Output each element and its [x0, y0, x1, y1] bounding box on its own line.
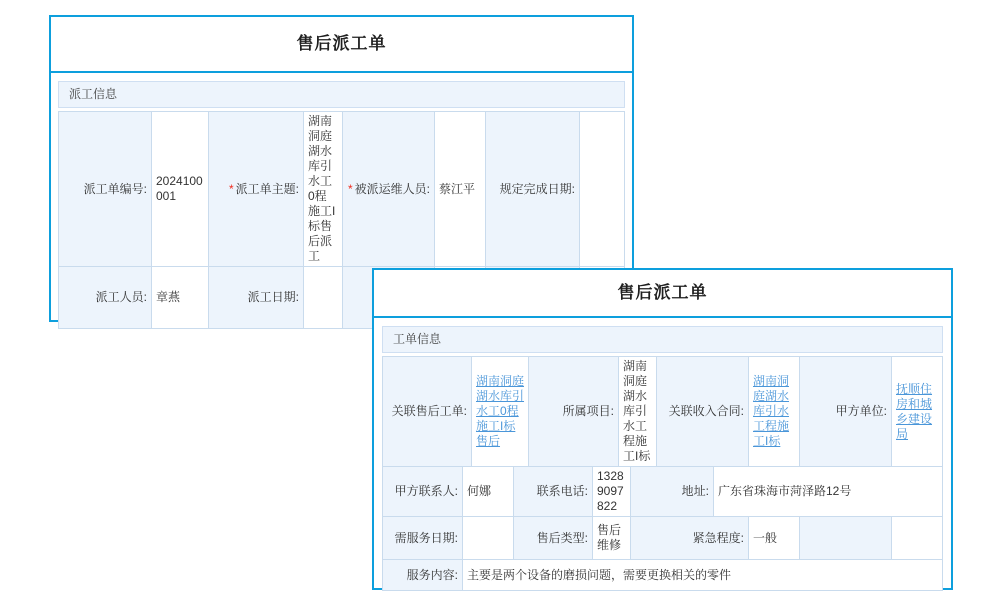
empty-label-cell [800, 517, 892, 559]
subject-value: 湖南洞庭湖水库引水工0程施工I标售后派工 [304, 112, 343, 266]
work-order-info-table [382, 356, 943, 591]
dispatch-date-value [304, 267, 343, 328]
address-label: 地址: [631, 467, 714, 516]
service-type-label: 售后类型: [514, 517, 593, 559]
service-content-label: 服务内容: [383, 560, 463, 590]
dispatch-no-value: 2024100001 [152, 112, 209, 266]
dispatch-no-label: 派工单编号: [59, 112, 152, 266]
contact-label: 甲方联系人: [383, 467, 463, 516]
dispatcher-value: 章燕 [152, 267, 209, 328]
subject-label-text: 派工单主题: [235, 181, 299, 196]
phone-label: 联系电话: [514, 467, 593, 516]
project-value: 湖南洞庭湖水库引水工程施工I标 [619, 357, 657, 466]
section-header-dispatch-info: 派工信息 [58, 81, 625, 108]
party-a-link[interactable]: 抚顺住房和城乡建设局 [896, 381, 933, 441]
required-asterisk: * [347, 181, 353, 196]
party-a-label: 甲方单位: [800, 357, 892, 466]
service-type-value: 售后维修 [593, 517, 631, 559]
related-order-cell [472, 357, 529, 466]
required-asterisk: * [228, 181, 234, 196]
dispatch-order-window-front [372, 268, 953, 590]
service-content-value: 主要是两个设备的磨损问题，需要更换相关的零件 [463, 560, 942, 590]
dispatcher-label: 派工人员: [59, 267, 152, 328]
subject-label [209, 112, 304, 266]
table-row [383, 466, 942, 516]
service-date-value [463, 517, 514, 559]
related-order-link[interactable]: 湖南洞庭湖水库引水工0程施工I标售后 [476, 374, 525, 448]
assignee-label-text: 被派运维人员: [354, 181, 430, 196]
page-title: 售后派工单 [374, 270, 951, 318]
deadline-label: 规定完成日期: [486, 112, 580, 266]
work-order-body [382, 326, 943, 591]
service-date-label: 需服务日期: [383, 517, 463, 559]
table-row [383, 559, 942, 590]
urgency-label: 紧急程度: [631, 517, 749, 559]
income-contract-link[interactable]: 湖南洞庭湖水库引水工程施工I标 [753, 374, 790, 448]
project-label: 所属项目: [529, 357, 619, 466]
phone-value: 13289097822 [593, 467, 631, 516]
deadline-value [580, 112, 624, 266]
income-contract-label: 关联收入合同: [657, 357, 749, 466]
address-value: 广东省珠海市菏泽路12号 [714, 467, 942, 516]
dispatch-date-label: 派工日期: [209, 267, 304, 328]
contact-value: 何娜 [463, 467, 514, 516]
assignee-label [343, 112, 435, 266]
table-row [383, 516, 942, 559]
income-contract-cell [749, 357, 800, 466]
page-title: 售后派工单 [51, 17, 632, 73]
party-a-cell [892, 357, 942, 466]
related-order-label: 关联售后工单: [383, 357, 472, 466]
table-row [59, 112, 624, 266]
urgency-value: 一般 [749, 517, 800, 559]
assignee-value: 蔡江平 [435, 112, 486, 266]
section-header-work-order-info: 工单信息 [382, 326, 943, 353]
table-row [383, 357, 942, 466]
empty-value-cell [892, 517, 942, 559]
